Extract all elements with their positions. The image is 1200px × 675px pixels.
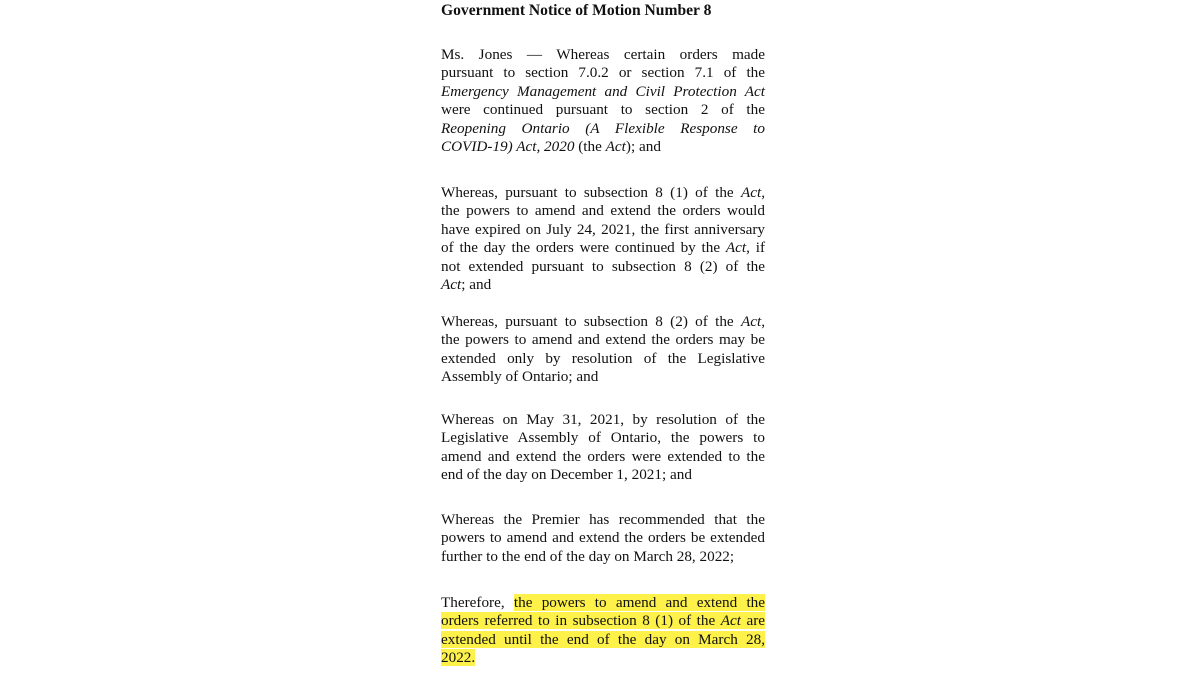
text-line <box>441 368 765 386</box>
text-line <box>441 331 765 349</box>
text-segment: , if <box>746 239 766 257</box>
text-segment: were continued pursuant to section 2 of the <box>441 101 765 119</box>
text-line <box>441 101 765 119</box>
text-segment: , <box>761 313 765 330</box>
highlighted-text: extended until the end of the day on March 28, <box>441 630 765 648</box>
text-line <box>441 429 765 447</box>
text-line <box>441 138 765 156</box>
italic-text: Act <box>605 137 626 155</box>
paragraph-premier-recommendation <box>441 511 765 566</box>
text-segment: Legislative Assembly of Ontario, the powers to <box>441 429 765 447</box>
text-segment: have expired on July 24, 2021, the first anniversary <box>441 220 765 238</box>
text-line <box>441 594 765 612</box>
text-segment: ); and <box>625 137 661 155</box>
italic-text: Emergency Management and Civil Protection Act <box>441 82 765 100</box>
text-line <box>441 612 765 630</box>
text-segment: Whereas, pursuant to subsection 8 (2) of the <box>441 313 741 330</box>
paragraph-previous-resolution <box>441 411 765 485</box>
text-line <box>441 350 765 368</box>
text-segment: ; and <box>461 275 492 293</box>
text-line <box>441 64 765 82</box>
paragraph-expiry <box>441 184 765 294</box>
text-line <box>441 448 765 466</box>
italic-text: Act <box>740 184 762 201</box>
text-segment: Therefore, <box>441 594 514 611</box>
paragraph-preamble <box>441 46 765 156</box>
text-line <box>441 631 765 649</box>
italic-text: COVID-19) Act, 2020 <box>441 137 575 155</box>
italic-text: Act <box>441 275 462 293</box>
text-line <box>441 202 765 220</box>
text-segment: further to the end of the day on March 28, 2022; <box>441 547 735 565</box>
text-segment: the powers to amend and extend the orders may be <box>441 331 765 349</box>
text-segment: Assembly of Ontario; and <box>441 368 599 386</box>
italic-text: Act <box>740 313 762 330</box>
text-line <box>441 313 765 331</box>
text-segment: Whereas on May 31, 2021, by resolution of the <box>441 411 765 428</box>
text-line <box>441 258 765 276</box>
text-line <box>441 649 765 667</box>
text-segment: , <box>761 184 765 201</box>
text-segment: (the <box>574 137 606 155</box>
highlighted-text: the powers to amend and extend the <box>513 594 765 611</box>
text-line <box>441 529 765 547</box>
paragraph-resolution <box>441 594 765 668</box>
text-line <box>441 221 765 239</box>
text-segment: Ms. Jones — Whereas certain orders made <box>441 46 765 63</box>
paragraph-extension-authority <box>441 313 765 387</box>
text-line <box>441 511 765 529</box>
text-line <box>441 184 765 202</box>
text-line <box>441 120 765 138</box>
text-segment: Whereas, pursuant to subsection 8 (1) of the <box>441 184 741 201</box>
text-line <box>441 548 765 566</box>
highlighted-text: 2022. <box>441 649 476 667</box>
text-line <box>441 46 765 64</box>
notice-title: Government Notice of Motion Number 8 <box>441 2 712 19</box>
text-line <box>441 239 765 257</box>
highlighted-text: Act <box>720 612 741 630</box>
italic-text: Reopening Ontario (A Flexible Response to <box>441 119 765 137</box>
text-line <box>441 276 765 294</box>
text-line <box>441 411 765 429</box>
text-segment: of the day the orders were continued by the <box>441 239 726 257</box>
text-segment: the powers to amend and extend the orders would <box>441 202 765 220</box>
text-segment: powers to amend and extend the orders be extended <box>441 529 765 547</box>
highlighted-text: orders referred to in subsection 8 (1) of the <box>441 612 721 630</box>
italic-text: Act <box>725 239 747 257</box>
text-segment: extended only by resolution of the Legislative <box>441 349 765 367</box>
highlighted-text: are <box>740 612 765 630</box>
text-segment: Whereas the Premier has recommended that the <box>441 511 765 528</box>
text-segment: amend and extend the orders were extended to the <box>441 447 765 465</box>
text-segment: not extended pursuant to subsection 8 (2) of the <box>441 257 765 275</box>
text-line <box>441 83 765 101</box>
text-segment: end of the day on December 1, 2021; and <box>441 466 692 484</box>
text-line <box>441 466 765 484</box>
text-segment: pursuant to section 7.0.2 or section 7.1 of the <box>441 64 765 82</box>
